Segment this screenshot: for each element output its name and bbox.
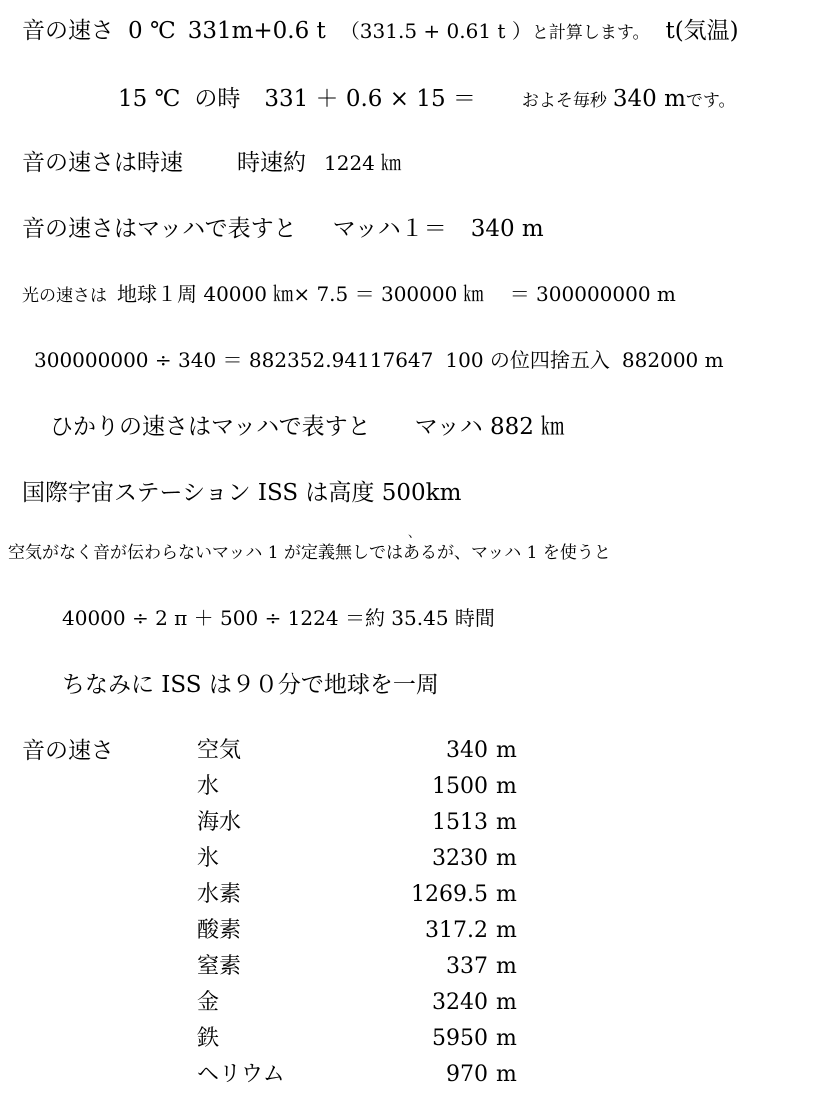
- table-row: [197, 884, 537, 914]
- speed-value: 1269.5: [411, 882, 488, 907]
- speed-unit: m: [496, 918, 517, 943]
- speed-value: 3230: [432, 846, 488, 871]
- medium-name: 氷: [197, 846, 220, 871]
- speed-value: 337: [446, 954, 488, 979]
- text-segment: 国際宇宙ステーション ISS は高度 500km: [22, 480, 462, 506]
- speed-unit: m: [496, 954, 517, 979]
- line-light-divided-by-sound: [34, 350, 724, 370]
- speed-unit: m: [496, 990, 517, 1015]
- line-speed-of-sound-formula: [22, 20, 739, 43]
- medium-name: 海水: [197, 810, 242, 835]
- line-iss-orbit-calculation: [62, 608, 495, 628]
- medium-name: 酸素: [197, 918, 242, 943]
- speed-unit: m: [496, 1026, 517, 1051]
- text-segment: ひかりの速さはマッハで表すと: [50, 414, 371, 440]
- line-iss-altitude: [22, 482, 461, 505]
- text-segment: 300000000 ÷ 340 ＝ 882352.94117647: [34, 348, 434, 372]
- text-segment: （331.5 + 0.61 t ）: [339, 19, 532, 43]
- text-segment: 40000 ÷ 2 π ＋ 500 ÷ 1224 ＝約 35.45 時間: [62, 606, 495, 630]
- medium-name: 金: [197, 990, 220, 1015]
- table-label: 音の速さ: [22, 738, 114, 764]
- medium-name: 水: [197, 774, 220, 799]
- table-row: [197, 848, 537, 878]
- table-row: [197, 812, 537, 842]
- text-segment: 882000 m: [621, 348, 724, 372]
- table-row: [197, 776, 537, 806]
- stray-mark: ､: [408, 525, 415, 541]
- speed-value: 3240: [432, 990, 488, 1015]
- text-segment: 音の速さはマッハで表すと: [22, 216, 297, 242]
- text-segment: 340 m: [612, 86, 686, 112]
- text-segment: の時: [194, 86, 241, 112]
- speed-unit: m: [496, 810, 517, 835]
- medium-name: 鉄: [197, 1026, 220, 1051]
- speed-unit: m: [496, 1062, 517, 1087]
- text-segment: 1224 ㎞: [324, 151, 402, 175]
- table-row: [197, 992, 537, 1022]
- text-segment: と計算します。: [531, 23, 650, 43]
- text-segment: 100 の位四捨五入: [445, 348, 610, 372]
- text-segment: です。: [685, 91, 736, 111]
- line-speed-of-light: [22, 284, 676, 305]
- medium-name: ヘリウム: [197, 1062, 285, 1087]
- text-segment: 331m+0.6 t: [187, 18, 326, 44]
- speed-unit: m: [496, 738, 517, 763]
- medium-name: 空気: [197, 738, 242, 763]
- line-15-degree-example: [118, 88, 736, 111]
- speed-value: 5950: [432, 1026, 488, 1051]
- text-segment: 地球１周 40000 ㎞× 7.5 ＝ 300000 ㎞: [117, 282, 484, 306]
- text-segment: 331 ＋ 0.6 × 15 ＝: [264, 86, 476, 112]
- text-segment: t(気温): [665, 18, 739, 44]
- text-segment: 空気がなく音が伝わらないマッハ 1 が定義無しではあるが、マッハ 1 を使うと: [8, 543, 611, 563]
- speed-unit: m: [496, 846, 517, 871]
- medium-name: 水素: [197, 882, 242, 907]
- speed-value: 1513: [432, 810, 488, 835]
- medium-name: 窒素: [197, 954, 242, 979]
- text-segment: 音の速さは時速: [22, 150, 183, 176]
- text-segment: 光の速さは: [22, 286, 107, 306]
- text-segment: ちなみに ISS は９０分で地球を一周: [62, 672, 439, 698]
- line-mach-in-vacuum-note: [8, 545, 611, 562]
- text-segment: 音の速さ: [22, 18, 114, 44]
- table-row: [197, 1028, 537, 1058]
- line-mach-of-sound: [22, 218, 544, 241]
- line-iss-orbit-fact: [62, 674, 439, 697]
- text-segment: ＝ 300000000 m: [509, 282, 676, 306]
- table-row: [197, 920, 537, 950]
- speed-unit: m: [496, 882, 517, 907]
- speed-value: 970: [446, 1062, 488, 1087]
- text-segment: 0 ℃: [128, 18, 176, 44]
- table-row: [197, 740, 537, 770]
- line-mach-of-light: [50, 416, 564, 439]
- text-segment: マッハ１＝: [332, 216, 447, 242]
- speed-value: 1500: [432, 774, 488, 799]
- text-segment: 340 m: [470, 216, 544, 242]
- text-segment: 時速約: [237, 150, 306, 176]
- speed-unit: m: [496, 774, 517, 799]
- text-segment: マッハ 882 ㎞: [414, 414, 565, 440]
- speed-value: 340: [446, 738, 488, 763]
- speed-value: 317.2: [425, 918, 488, 943]
- table-row: [197, 1064, 537, 1094]
- text-segment: およそ毎秒: [521, 91, 607, 111]
- line-speed-per-hour: [22, 152, 401, 175]
- text-segment: 15 ℃: [118, 86, 181, 112]
- table-row: [197, 956, 537, 986]
